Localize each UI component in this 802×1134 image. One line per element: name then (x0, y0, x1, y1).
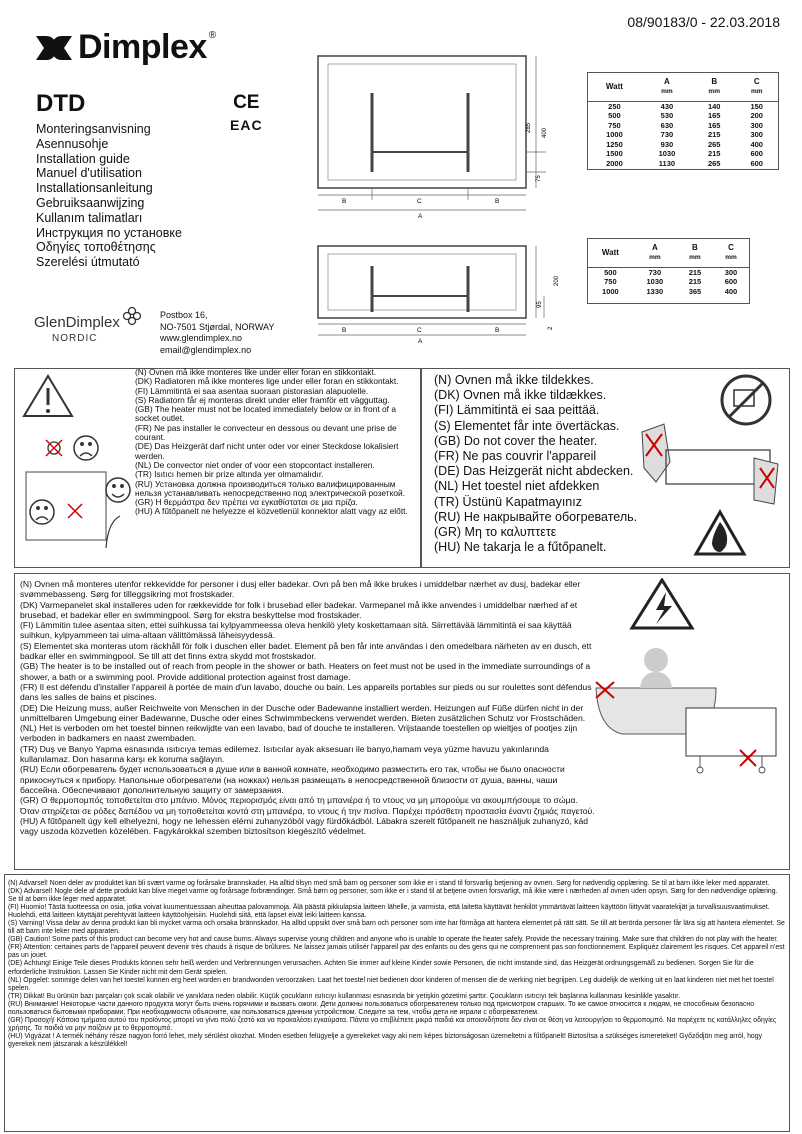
warning-paragraph: (RU) Если обогреватель будет использоваться в душе или в ванной комнате, необходимо разместить его так, чтобы не было опасности прикоснуться к прибору. Напольные обогреватели (на ножках) нельзя размещать в непосредственной близости от душа, ванны, чаши бассейна. Обеспечивают дополнительную защиту от замерзания. (20, 764, 565, 795)
table-header: B mm (677, 239, 713, 267)
warning-line: (DK) Radiatoren må ikke monteres lige under eller foran en stikkontakt. (135, 376, 399, 387)
socket-warning-text (135, 368, 419, 517)
warning-paragraph: (NL) Het is verboden om het toestel binnen reikwijdte van een lavabo, bad of douche te installeren. Vrijstaande toestellen op wieltjes of pootjes zijn verboden in badkamers en naast zwembaden. (20, 723, 578, 744)
no-covering-icon (722, 376, 770, 424)
dim-label: B (495, 327, 500, 334)
warning-paragraph: (FR) Il est défendu d'installer l'appareil à portée de main d'un lavabo, douche ou bain. Les appareils portables sur pieds ou sur roulettes sont défendus dans les salles de bains et piscines. (20, 681, 592, 703)
dim-label: B (495, 198, 500, 205)
table-cell: 430 (660, 101, 674, 111)
guide-title: Инструкция по установке (36, 225, 182, 240)
table-cell: 1030 (658, 149, 676, 158)
table-cell: 730 (648, 267, 662, 277)
guide-title: Installation guide (36, 151, 130, 166)
table-cell: 300 (724, 267, 738, 277)
table-cell: 165 (707, 111, 721, 120)
address-line: email@glendimplex.no (160, 344, 252, 355)
table-cell: 2000 (606, 158, 623, 168)
person-icon (644, 648, 668, 672)
socket-warning-illustration (20, 372, 132, 564)
warning-line: (TR) Isıtıcı hemen bir prize altında yer olmamalıdır. (135, 469, 324, 480)
warning-line: (HU) A fűtőpanelt ne helyezze el közvetlenül konnektor alatt vagy az előtt. (135, 506, 408, 517)
warning-line: (FR) Ne pas couvrir l'appareil (434, 449, 597, 464)
dim-label: 95 (537, 301, 543, 308)
table-cell: 1330 (646, 286, 664, 296)
warning-line: (FR) Ne pas installer le convecteur en dessous ou devant une prise de courant. (135, 422, 397, 443)
warning-paragraph: (DK) Advarsel! Nogle dele af dette produkt kan blive meget varme og forårsage forbrændinger. Små børn og personer, som ikke er i stand til at betjene ovnen forsvarligt, må ikke være i nærheden af ovnen uden opsyn. Sørg for den nødvendige oplæring. Se til at børn ikke leger med apparatet. (8, 888, 778, 904)
document-number: 08/90183/0 - 22.03.2018 (627, 14, 780, 30)
table-cell: 1000 (602, 286, 619, 296)
guide-title: Gebruiksaanwijzing (36, 195, 145, 210)
table-cell: 500 (604, 267, 617, 277)
warning-paragraph: (S) Varning! Vissa delar av denna produkt kan bli mycket varma och orsaka brännskador. Ha alltid uppsikt över små barn och personer som inte har förmåga att hantera elementet på rätt sätt. Se till att berörda personer får lära sig att hantera elementet. Se till att barn inte leker med apparaten. (8, 920, 785, 936)
warning-paragraph: (FI) Lämmitin tulee asentaa siten, ettei suihkussa tai kylpyammeessa oleva henkilö ylety koskettamaan sitä. Siirrettävää lämmitintä ei saa käyttää suihkun, kylpyammeen tai uima-altaan välittömässä läheisyydessä. (20, 620, 572, 641)
warning-line: (GR) Η θερμάστρα δεν πρέπει να εγκαθίσταται σε μια πρίζα. (135, 497, 358, 508)
warning-triangle-icon (24, 376, 72, 416)
table-header: B mm (693, 73, 736, 101)
table-cell: 300 (750, 130, 763, 139)
dimension-table-2 (587, 238, 750, 304)
guide-title: Szerelési útmutató (36, 255, 140, 270)
dim-label: C (417, 198, 422, 205)
warning-line: (RU) Не накрывайте обогреватель. (434, 509, 638, 524)
dim-label: 2 (548, 326, 554, 330)
table-cell: 730 (660, 130, 674, 139)
dim-label: A (418, 338, 423, 345)
guide-title: Kullanım talimatları (36, 210, 143, 225)
warning-line: (TR) Üstünü Kapatmayınız (434, 494, 582, 509)
cable-icon (106, 516, 120, 548)
warning-line: (S) Radiatorn får ej monteras direkt under eller framför ett vägguttag. (135, 394, 390, 405)
table-cell: 215 (688, 267, 702, 277)
heater-icon (26, 472, 106, 540)
warning-paragraph: (DE) Achtung! Einige Teile dieses Produkts können sehr heiß werden und Verbrennungen verursachen. Achten Sie immer auf kleine Kinder sowie Personen, die nicht imstande sind, das Heizgerät ordnungsgemäß zu bedienen. Sorgen Sie für die erforderliche Instruktion. Lassen Sie Kinder nicht mit dem Gerät spielen. (8, 960, 754, 976)
address-block (160, 310, 274, 356)
warning-paragraph: (RU) Внимание! Некоторые части данного продукта могут быть очень горячими и вызвать ожоги. Дети должны пользоваться обогревателем только под присмотром старших. То же самое относится к людям, не способным безопасно пользоваться бытовыми приборами. При необходимости объясните, как пользоваться данным устройством. Следите за тем, чтобы дети не играли с обогревателем. (8, 1000, 755, 1016)
warning-paragraph: (S) Elementet ska monteras utom räckhåll för folk i duschen eller badet. Element på ben får inte användas i den omedelbara närheten av en dusch, ett badkar eller en swimmingpool. Se till att det finns extra skydd mot frostskador. (20, 640, 592, 662)
mounting-diagram-2 (300, 238, 565, 348)
warning-line: (RU) Установка должна производиться только валифицированным нельзя устанавливать непосредственно под электрической розеткой. (135, 478, 406, 498)
warning-line: (HU) Ne takarja le a fűtőpanelt. (434, 540, 607, 555)
warning-paragraph: (DK) Varmepanelet skal installeres uden for rækkevidde for folk i brusebad eller badekar. Varmepanel må ikke anvendes i umiddelbar nærhed af et brusebad, et badekar eller en swimmingpool. Sørg for ekstra beskyttelse mod frostskader. (20, 599, 578, 620)
sad-face-icon (74, 436, 98, 460)
warning-line: (S) Elementet får inte övertäckas. (434, 418, 620, 433)
warning-line: (GB) Do not cover the heater. (434, 433, 598, 448)
bathroom-warning-illustration (590, 578, 786, 798)
happy-face-icon (106, 478, 130, 502)
dim-label: B (342, 327, 347, 334)
table-row (588, 101, 778, 111)
table-cell: 140 (707, 101, 721, 111)
table-cell: 750 (608, 120, 621, 130)
table-cell: 1250 (606, 139, 623, 149)
sad-face-icon (30, 500, 54, 524)
table-row (588, 149, 778, 159)
guide-title: Manuel d'utilisation (36, 166, 142, 181)
dim-label: 200 (554, 275, 560, 286)
certification-marks (230, 92, 263, 136)
warning-line: (N) Ovnen må ikke tildekkes. (434, 373, 594, 387)
crossed-socket-icon (68, 504, 82, 518)
table-cell: 200 (750, 111, 763, 120)
bathroom-warning-text (20, 579, 598, 836)
table-header: C mm (713, 239, 749, 267)
table-row (588, 287, 749, 297)
table-cell: 750 (604, 277, 617, 286)
brand-name: Dimplex (78, 28, 207, 66)
table-row (588, 121, 778, 131)
table-cell: 930 (660, 139, 674, 149)
table-cell: 265 (707, 139, 721, 149)
warning-paragraph: (N) Ovnen må monteres utenfor rekkevidde for personer i dusj eller badekar. Ovn på ben må ikke brukes i umiddelbar nærhet av dusj, badekar eller svømmebasseng. Sørg for tilleggsikring mot frostskader. (20, 579, 581, 600)
dimplex-symbol-icon (34, 33, 74, 63)
warning-line: (NL) Het toestel niet afdekken (434, 479, 600, 494)
table-row (588, 140, 778, 150)
table-cell: 1030 (646, 277, 664, 286)
guide-title: Monteringsanvisning (36, 122, 151, 136)
burn-warning-text (8, 880, 786, 1049)
glendimplex-name: GlenDimplex (34, 314, 120, 331)
table-header: A mm (633, 239, 677, 267)
dim-label: 285 (526, 122, 532, 133)
table-cell: 215 (707, 149, 721, 158)
table-row (588, 130, 778, 140)
model-title: DTD (36, 90, 86, 117)
table-cell: 1500 (606, 149, 623, 158)
table-cell: 250 (608, 101, 621, 111)
table-cell: 400 (750, 139, 763, 149)
eac-mark: EAC (230, 117, 263, 133)
warning-paragraph: (TR) Duş ve Banyo Yapma esnasında ısıtıcıya temas edilemez. Isıtıcılar ayak aksesuarı ile banyo,hamam veya yüzme havuzu yakınlarında kullanılamaz. Don hasarına karşı ek koruma sağlayın. (20, 743, 549, 765)
cover-warning-illustration (636, 372, 786, 564)
table-cell: 365 (688, 286, 702, 296)
table-cell: 630 (660, 120, 674, 130)
table-cell: 600 (750, 149, 763, 158)
dim-label: 75 (536, 175, 542, 182)
warning-line: (FI) Lämmitintä ei saa peittää. (434, 403, 600, 418)
table-cell: 150 (750, 101, 763, 111)
crossed-socket-icon (46, 440, 62, 456)
warning-paragraph: (N) Advarsel! Noen deler av produktet kan bli svært varme og forårsake brannskader. Ha alltid tilsyn med små barn og personer som ikke er i stand til forsvarlig betjening av ovnen. Sørg for nødvendig opplæring. Se til at barn ikke leker med apparatet. (8, 880, 770, 887)
warning-paragraph: (FR) Attention: certaines parts de l'appareil peuvent devenir très chauds à risque de brûlures. Ne laissez jamais utilisér l'appareil par des enfants ou des gens qui ne comprennent pas son fonctionnement. Expliquéz clairement les risques. Cet appareil n'est pas un jouet. (8, 944, 785, 960)
cover-warning-text (434, 373, 637, 555)
warning-line: (NL) De convector niet onder of voor een stopcontact installeren. (135, 459, 375, 470)
table-cell: 600 (750, 158, 763, 168)
warning-paragraph: (GB) The heater is to be installed out of reach from people in the shower or bath. Heaters on feet must not be used in the immediate surroundings of a shower, a bath or a swimming pool. Provide additional protection against frost damage. (20, 661, 591, 682)
warning-paragraph: (HU) Vigyázat ! A termék néhány része nagyon forró lehet, mely sérülést okozhat. Minden esetben felügyelje a gyerekeket vagy aki nem képes biztonságosan üzemeltetni a fűtőpanelt! Biztosítsa a szükséges ismereteket! Győződjön meg arról, hogy gyerekek nem játszanak a készülékkel! (8, 1032, 763, 1048)
warning-paragraph: (GB) Caution! Some parts of this product can become very hot and cause burns. Always supervise young children and anyone who is unable to operate the heater safely. Provide the necessary training. Make sure that children do not play with the heater. (8, 936, 779, 944)
warning-paragraph: (HU) A fűtőpanelt úgy kell elhelyezni, hogy ne lehessen elérni zuhanyzóból vagy fürdőkádból. Lábakra szerelt fűtőpanelt ne használjuk zuhanyzó, kád vagy uszoda közvetlen közelében. Fagykárokkal szemben biztosítson kiegészítő védelmet. (20, 815, 589, 837)
mounting-diagram-1 (300, 48, 555, 223)
guide-title: Asennusohje (36, 136, 109, 151)
glendimplex-sub: NORDIC (52, 333, 98, 344)
warning-line: (N) Ovnen må ikke monteres like under eller foran en stikkontakt. (135, 367, 377, 377)
heater-icon (686, 708, 776, 756)
ce-mark: CE (233, 92, 260, 113)
table-cell: 530 (660, 111, 674, 120)
dimplex-logo (34, 28, 216, 67)
table-cell: 500 (608, 111, 621, 120)
table-cell: 1000 (606, 130, 623, 139)
warning-paragraph: (TR) Dikkat! Bu ürünün bazı parçaları çok sıcak olabilir ve yanıklara neden olabilir. Küçük çocukların ısıtıcıyı kullanması esnasında bir yetişkin gözetimi şarttır. Çocukların ısıtıcıyı tek başlarına kullanması kesinlikle yasaktır. (8, 992, 681, 1000)
warning-line: (GR) Μη το καλυπτετε (434, 525, 557, 540)
warning-paragraph: (DE) Die Heizung muss, außer Reichweite von Menschen in der Dusche oder Badewanne installiert werden. Heizungen auf Füße dürfen nicht in der unmittelbaren Umgebung einer Badewanne, Dusche oder eines Schwimmbeckens verwendet werden. Bieten zusätzlichen Schutz vor Frostschäden. (20, 702, 586, 723)
warning-line: (GB) The heater must not be located immediately below or in front of a socket outlet. (135, 404, 396, 424)
dim-label: A (418, 213, 423, 220)
warning-paragraph: (FI) Huomio! Tästä tuotteessa on osia, jotka voivat kuumentuessaan aiheuttaa palovammoja. Älä päästä pikkulapsia laitteen lähelle, ja varmista, että laitetta käyttävät henkilöt ymmärtävät laitteen käyttöön liittyvät vaaratekijät ja turvallisuusvaatimukset. Huolehdi, että laitteen käyttäjät perehtyvät laitteen käyttöohjeisiin. Huolehdi siitä, että lapset eivät leiki laitteen kanssa. (8, 904, 770, 920)
warning-line: (FI) Lämmitintä ei saa asentaa suoraan pistorasian alapuolelle. (135, 385, 369, 396)
table-cell: 215 (688, 277, 702, 286)
table-row (588, 111, 778, 121)
address-line: www.glendimplex.no (160, 333, 243, 343)
guide-title: Οδηγίες τοποθέτησης (36, 240, 156, 255)
warning-line: (DE) Das Heizgerät darf nicht unter oder vor einer Steckdose lokalisiert werden. (135, 441, 399, 461)
table-cell: 600 (724, 277, 738, 286)
glendimplex-logo (34, 314, 142, 331)
address-line: NO-7501 Stjørdal, NORWAY (160, 321, 275, 332)
table-row (588, 159, 778, 169)
dimension-table-1 (587, 72, 779, 170)
table-row (588, 267, 749, 277)
fire-hazard-icon (696, 512, 744, 554)
warning-paragraph: (NL) Opgelet: sommige delen van het toestel kunnen erg heet worden en brandwonden veroorzaken. Laat het toestel niet bedienen door kinderen of mensen die de werking niet begrijpen. Leg duidelijk de werking uit en laat kinderen niet met het toestel spelen. (8, 976, 774, 992)
guide-title: Installationsanleitung (36, 181, 153, 196)
dim-label: 400 (542, 127, 548, 138)
warning-paragraph: (GR) Ο θερμοπομπός τοποθετείται στο μπάνιο. Μόνος περιορισμός είναι από τη μπανιέρα ή το ντους να μη μπορούμε να ακουμπήσουμε το σώμα. Όταν στηρίζεται σε ρόδες δαπέδου να μη τοποθετείται κοντά στη μπανιέρα, το ντους ή την πισίνα. Παρέχει πρόσθετη προστασία έναντι ζημιάς παγετού. (20, 795, 595, 816)
table-row (588, 277, 749, 287)
table-cell: 215 (707, 130, 721, 139)
warning-line: (DK) Ovnen må ikke tildækkes. (434, 388, 607, 403)
table-cell: 400 (724, 286, 738, 296)
table-header: A mm (641, 73, 693, 101)
table-cell: 1130 (658, 158, 676, 168)
flower-icon (122, 306, 142, 326)
registered-mark: ® (208, 30, 216, 41)
table-cell: 265 (707, 158, 721, 168)
warning-paragraph: (GR) Προσοχή! Κάποια τμήματα αυτού του προϊόντος μπορεί να γίνει πολύ ζεστό και να προκαλέσει εγκαύματα. Πάντα να επιβλέπετε μικρά παιδιά και οποιονδήποτε δεν είναι σε θέση να λειτουργήσει το θερμοπομπό. Να παρέχετε τις κατάλληλες οδηγίες χρήσης. Τα παιδιά να μην παίζουν με το θερμοπομπό. (8, 1016, 777, 1032)
guide-title-list (36, 122, 182, 270)
dim-label: B (342, 198, 347, 205)
table-header: C mm (735, 73, 778, 101)
table-header: Watt (588, 239, 633, 267)
address-line: Postbox 16, (160, 310, 208, 320)
table-header: Watt (588, 73, 641, 101)
electric-hazard-icon (632, 580, 692, 628)
dim-label: C (417, 327, 422, 334)
table-cell: 300 (750, 120, 763, 130)
warning-line: (DE) Das Heizgerät nicht abdecken. (434, 464, 634, 479)
table-cell: 165 (707, 120, 721, 130)
